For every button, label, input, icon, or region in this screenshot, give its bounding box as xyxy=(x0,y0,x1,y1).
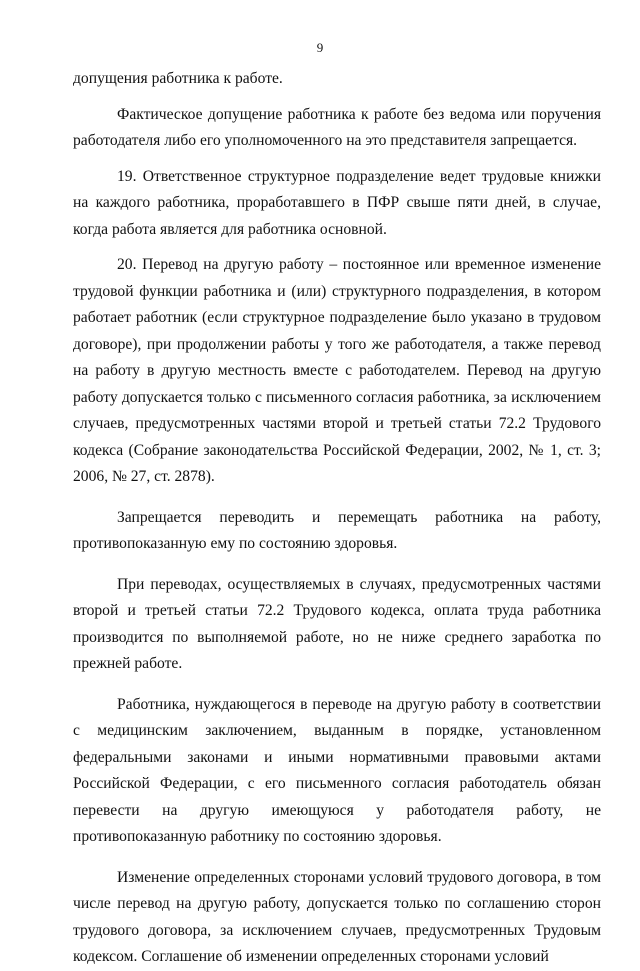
paragraph-20-transfer: 20. Перевод на другую работу – постоянное или временное изменение трудовой функции работника и (или) структурного подразделения, в котором работает работник (если структурное подразделение было указано в трудовом договоре), при продолжении работы у того же работодателя, а также перевод на работу в другую местность вместе с работодателем. Перевод на другую работу допускается только с письменного согласия работника, за исключением случаев, предусмотренных частями второй и третьей статьи 72.2 Трудового кодекса (Собрание законодательства Российской Федерации, 2002, № 1, ст. 3; 2006, № 27, ст. 2878). xyxy=(73,256,601,485)
paragraph-continuation: допущения работника к работе. xyxy=(73,70,283,87)
paragraph-contract-change: Изменение определенных сторонами условий трудового договора, в том числе перевод на другую работу, допускается только по соглашению сторон трудового договора, за исключением случаев, предусмотренных Трудовым кодексом. Соглашение об изменении определенных сторонами условий xyxy=(73,868,601,965)
document-body xyxy=(73,66,601,971)
paragraph-transfer-pay: При переводах, осуществляемых в случаях, предусмотренных частями второй и третьей статьи 72.2 Трудового кодекса, оплата труда работника производится по выполняемой работе, но не ниже среднего заработка по прежней работе. xyxy=(73,575,601,672)
paragraph-admission-prohibition: Фактическое допущение работника к работе без ведома или поручения работодателя либо его уполномоченного на это представителя запрещается. xyxy=(73,105,601,149)
page-number: 9 xyxy=(316,40,324,55)
paragraph-transfer-prohibition: Запрещается переводить и перемещать работника на работу, противопоказанную ему по состоянию здоровья. xyxy=(73,508,601,552)
paragraph-medical-transfer: Работника, нуждающегося в переводе на другую работу в соответствии с медицинским заключением, выданным в порядке, установленном федеральными законами и иными нормативными правовыми актами Российской Федерации, с его письменного согласия работодатель обязан перевести на другую имеющуюся у работодателя работу, не противопоказанную работнику по состоянию здоровья. xyxy=(73,695,601,845)
paragraph-19-work-books: 19. Ответственное структурное подразделение ведет трудовые книжки на каждого работника, проработавшего в ПФР свыше пяти дней, в случае, когда работа является для работника основной. xyxy=(73,167,601,238)
